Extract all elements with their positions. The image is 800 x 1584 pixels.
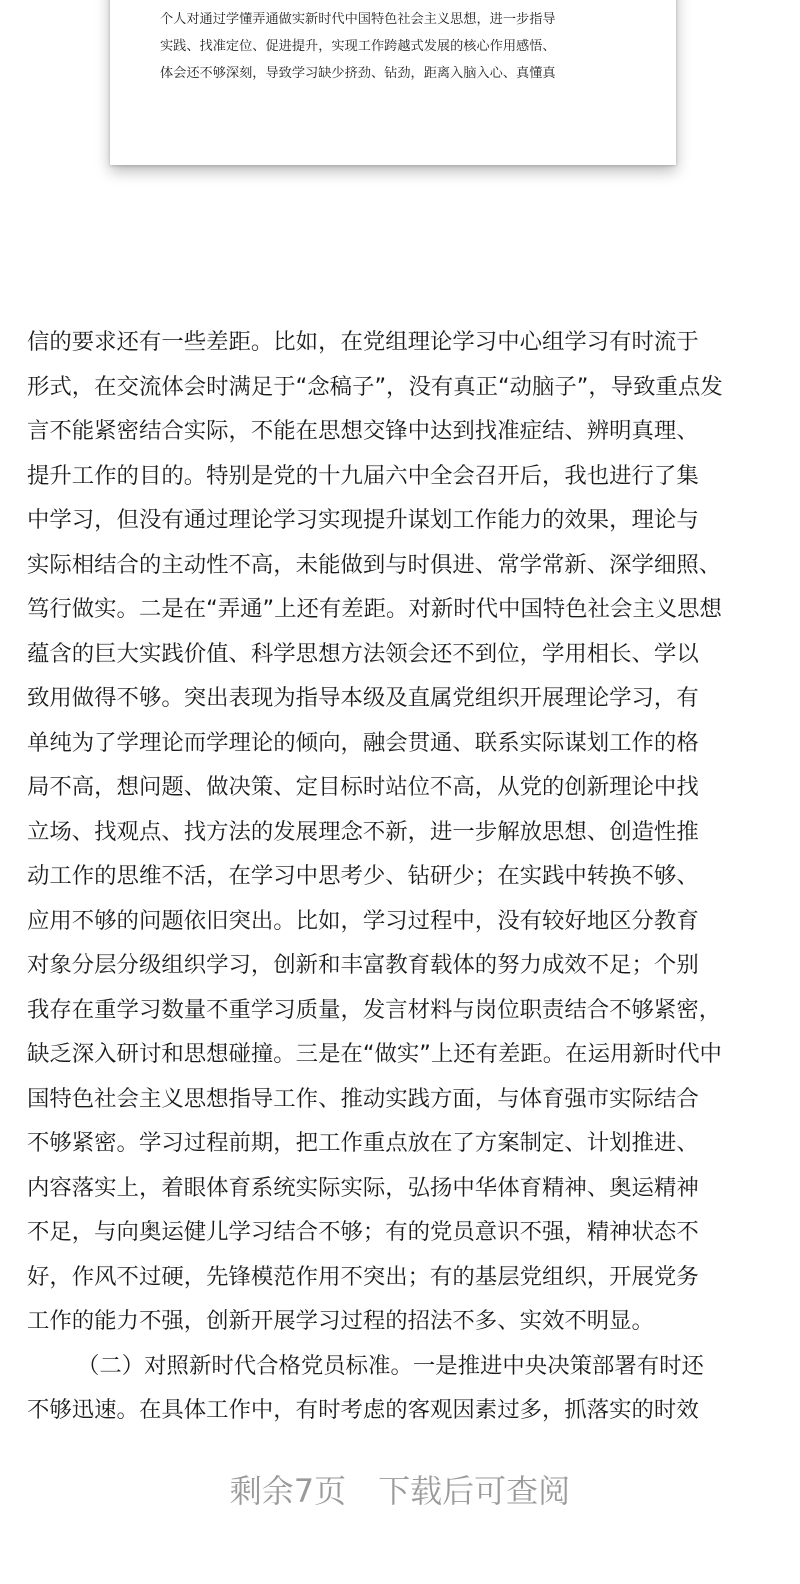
body-line: 单纯为了学理论而学理论的倾向，融会贯通、联系实际谋划工作的格: [27, 729, 699, 756]
preview-text: [160, 6, 650, 87]
body-line: 局不高，想问题、做决策、定目标时站位不高，从党的创新理论中找: [27, 774, 699, 800]
body-line: 不够紧密。学习过程前期，把工作重点放在了方案制定、计划推进、: [27, 1130, 699, 1156]
preview-line: 体会还不够深刻，导致学习缺少挤劲、钻劲，距离入脑入心、真懂真: [160, 66, 556, 81]
download-to-view-label: 下载后可查阅: [378, 1472, 571, 1510]
body-line: 国特色社会主义思想指导工作、推动实践方面，与体育强市实际结合: [27, 1085, 699, 1112]
body-line: 蕴含的巨大实践价值、科学思想方法领会还不到位，学用相长、学以: [27, 640, 699, 667]
preview-line: 实践、找准定位、促进提升，实现工作跨越式发展的核心作用感悟、: [160, 39, 556, 54]
body-line: 笃行做实。二是在“弄通”上还有差距。对新时代中国特色社会主义思想: [27, 596, 722, 622]
preview-page-card: [110, 0, 676, 165]
document-body: [27, 320, 777, 1433]
body-line: 缺乏深入研讨和思想碰撞。三是在“做实”上还有差距。在运用新时代中: [27, 1041, 722, 1067]
body-line: 形式，在交流体会时满足于“念稿子”，没有真正“动脑子”，导致重点发: [27, 373, 723, 400]
body-line: 工作的能力不强，创新开展学习过程的招法不多、实效不明显。: [27, 1308, 654, 1334]
body-line: 信的要求还有一些差距。比如，在党组理论学习中心组学习有时流于: [27, 329, 699, 355]
body-line: 不够迅速。在具体工作中，有时考虑的客观因素过多，抓落实的时效: [27, 1397, 699, 1423]
body-line: 内容落实上，着眼体育系统实际实际，弘扬中华体育精神、奥运精神: [27, 1174, 699, 1201]
body-line: 好，作风不过硬，先锋模范作用不突出；有的基层党组织，开展党务: [27, 1263, 699, 1290]
body-line: 提升工作的目的。特别是党的十九届六中全会召开后，我也进行了集: [27, 462, 699, 489]
remaining-pages-label: 剩余7页: [229, 1472, 347, 1510]
preview-line: 个人对通过学懂弄通做实新时代中国特色社会主义思想，进一步指导: [160, 12, 556, 27]
body-line: 动工作的思维不活，在学习中思考少、钻研少；在实践中转换不够、: [27, 863, 699, 889]
body-line: 中学习，但没有通过理论学习实现提升谋划工作能力的效果，理论与: [27, 507, 699, 533]
body-line: 应用不够的问题依旧突出。比如，学习过程中，没有较好地区分教育: [27, 907, 699, 934]
body-line: 我存在重学习数量不重学习质量，发言材料与岗位职责结合不够紧密，: [27, 996, 722, 1023]
body-line: 致用做得不够。突出表现为指导本级及直属党组织开展理论学习，有: [27, 685, 699, 711]
body-line: 言不能紧密结合实际，不能在思想交锋中达到找准症结、辨明真理、: [27, 418, 699, 444]
body-line: 不足，与向奥运健儿学习结合不够；有的党员意识不强，精神状态不: [27, 1219, 699, 1245]
download-prompt[interactable]: [0, 1466, 800, 1512]
body-line: 对象分层分级组织学习，创新和丰富教育载体的努力成效不足；个别: [27, 952, 699, 978]
body-line: 立场、找观点、找方法的发展理念不新，进一步解放思想、创造性推: [27, 818, 699, 845]
body-line: 实际相结合的主动性不高，未能做到与时俱进、常学常新、深学细照、: [27, 551, 722, 578]
body-line: （二）对照新时代合格党员标准。一是推进中央决策部署有时还: [77, 1352, 704, 1379]
